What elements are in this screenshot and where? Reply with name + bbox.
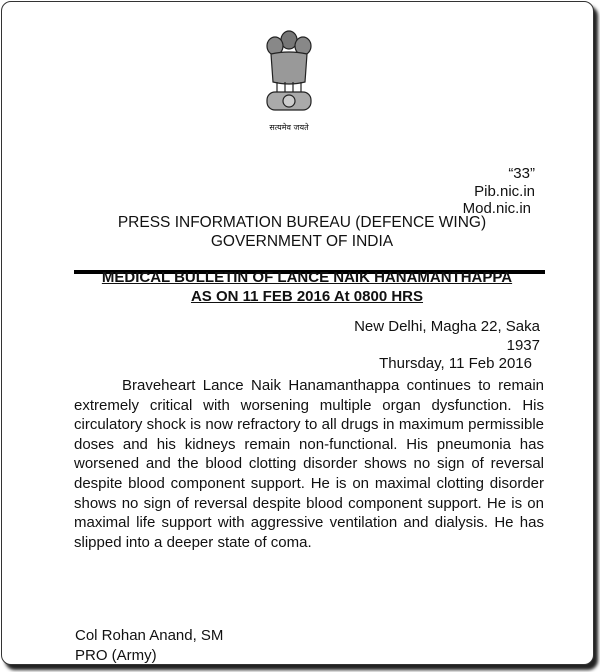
weekday-date: Thursday, 11 Feb 2016 — [379, 355, 532, 372]
website-mod: Mod.nic.in — [462, 200, 531, 217]
website-pib: Pib.nic.in — [474, 182, 535, 200]
place-date: New Delhi, Magha 22, Saka 1937 — [354, 318, 540, 354]
bulletin-title — [2, 268, 600, 306]
organization-name: PRESS INFORMATION BUREAU (DEFENCE WING) — [117, 214, 487, 231]
government-name: GOVERNMENT OF INDIA — [210, 233, 394, 250]
bulletin-title-line-1: MEDICAL BULLETIN OF LANCE NAIK HANAMANTHAPPA — [101, 269, 513, 286]
emblem-motto: सत्यमेव जयते — [269, 123, 309, 132]
bulletin-title-line-2: AS ON 11 FEB 2016 At 0800 HRS — [190, 288, 424, 305]
bulletin-body: Braveheart Lance Naik Hanamanthappa continues to remain extremely critical with worsening multiple organ dysfunction. His circulatory shock is now refractory to all drugs in maximum permissible doses and his kidneys remain non-functional. His pneumonia has worsened and the blood clotting disorder shows no sign of reversal despite blood component support. He is on maximal clotting disorder shows no sign of reversal despite blood component support. He is on maximal life support with aggressive ventilation and dialysis. He has slipped into a deeper state of coma. — [74, 377, 544, 551]
national-emblem-icon — [257, 26, 321, 122]
reference-number: “33” — [508, 165, 535, 182]
reference-block — [463, 165, 535, 218]
document-page — [1, 1, 594, 665]
signature-block — [75, 626, 223, 666]
signatory-name: Col Rohan Anand, SM — [75, 627, 224, 644]
signatory-designation: PRO (Army) — [75, 647, 157, 664]
dateline — [328, 318, 540, 374]
